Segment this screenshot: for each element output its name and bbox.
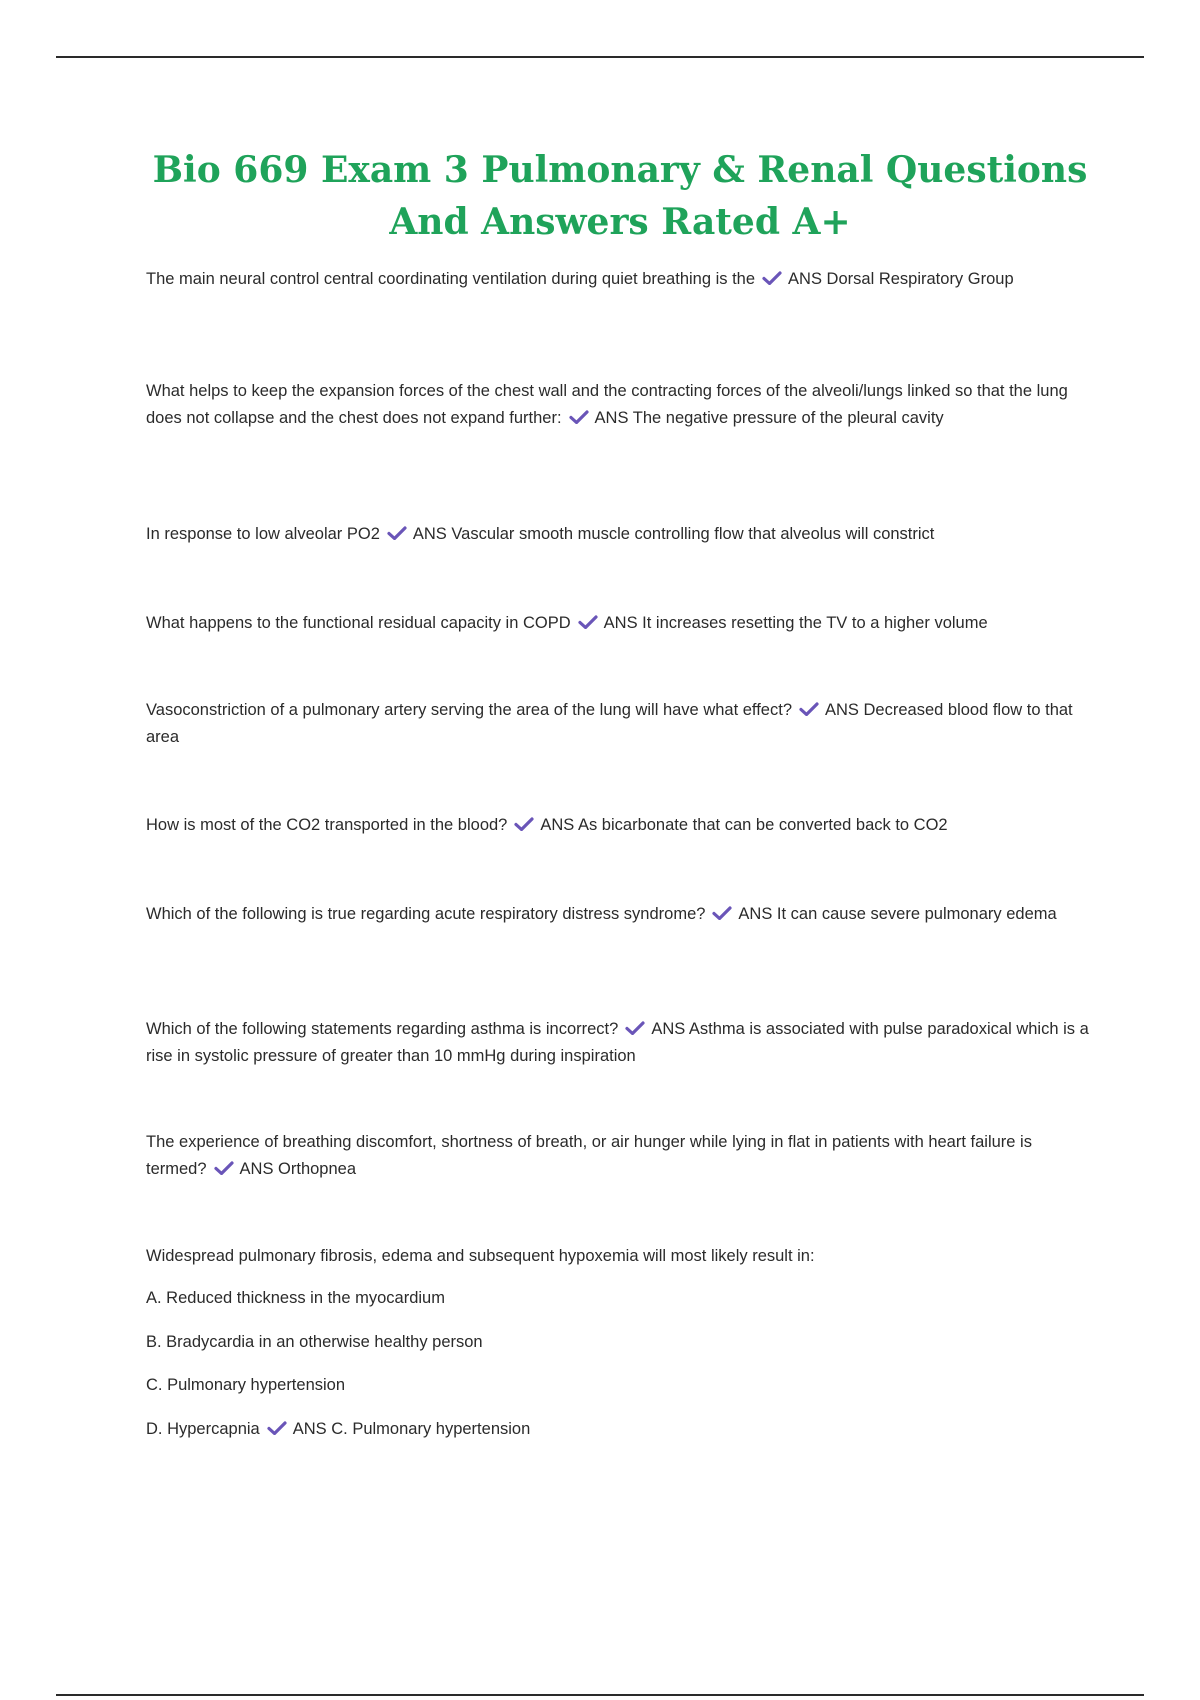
check-icon [267, 1421, 287, 1435]
check-icon [712, 906, 732, 920]
qa-item-4 [146, 610, 1092, 637]
mcq-option-b: B. Bradycardia in an otherwise healthy person [146, 1333, 483, 1351]
check-icon [569, 410, 589, 424]
option-text: D. Hypercapnia [146, 1420, 260, 1438]
document-title: Bio 669 Exam 3 Pulmonary & Renal Questions And Answers Rated A+ [152, 149, 1088, 243]
mcq-option-a: A. Reduced thickness in the myocardium [146, 1289, 445, 1307]
bottom-rule [56, 1694, 1144, 1696]
top-rule [56, 56, 1144, 58]
question-text: What helps to keep the expansion forces of the chest wall and the contracting forces of the alveoli/lungs linked so that the lung does not collapse and the chest does not expand further: [146, 382, 1068, 427]
answer-text: ANS Vascular smooth muscle controlling flow that alveolus will constrict [412, 525, 935, 543]
answer-text: ANS It can cause severe pulmonary edema [738, 905, 1057, 923]
qa-item-7 [146, 901, 1092, 928]
question-text: The main neural control central coordinating ventilation during quiet breathing is the [146, 270, 756, 288]
answer-text: ANS Decreased blood flow to that area [146, 701, 1073, 746]
qa-item-3 [146, 521, 1092, 548]
answer-text: ANS The negative pressure of the pleural cavity [594, 409, 944, 427]
qa-item-6 [146, 812, 1092, 839]
answer-text: ANS Asthma is associated with pulse paradoxical which is a rise in systolic pressure of greater than 10 mmHg during inspiration [146, 1020, 1089, 1065]
question-text: What happens to the functional residual capacity in COPD [146, 614, 571, 632]
qa-item-1 [146, 266, 1092, 293]
question-text: In response to low alveolar PO2 [146, 525, 380, 543]
question-text: Which of the following statements regarding asthma is incorrect? [146, 1020, 619, 1038]
answer-text: ANS Orthopnea [239, 1160, 357, 1178]
question-text: How is most of the CO2 transported in the blood? [146, 816, 508, 834]
check-icon [799, 702, 819, 716]
question-text: Vasoconstriction of a pulmonary artery serving the area of the lung will have what effect? [146, 701, 792, 719]
answer-text: ANS C. Pulmonary hypertension [292, 1420, 531, 1438]
check-icon [625, 1021, 645, 1035]
check-icon [387, 526, 407, 540]
answer-text: ANS As bicarbonate that can be converted back to CO2 [540, 816, 948, 834]
question-text: Which of the following is true regarding acute respiratory distress syndrome? [146, 905, 706, 923]
answer-text: ANS It increases resetting the TV to a higher volume [603, 614, 988, 632]
check-icon [214, 1161, 234, 1175]
qa-item-8 [146, 1016, 1092, 1070]
check-icon [578, 615, 598, 629]
mcq-question: Widespread pulmonary fibrosis, edema and subsequent hypoxemia will most likely result in: [146, 1247, 815, 1265]
question-text: The experience of breathing discomfort, shortness of breath, or air hunger while lying in flat in patients with heart failure is termed? [146, 1133, 1032, 1178]
qa-item-5 [146, 697, 1092, 751]
qa-item-9 [146, 1129, 1092, 1183]
qa-item-2 [146, 378, 1092, 432]
mcq-option-d [146, 1416, 1092, 1443]
check-icon [514, 817, 534, 831]
mcq-option-c: C. Pulmonary hypertension [146, 1376, 346, 1394]
answer-text: ANS Dorsal Respiratory Group [788, 270, 1014, 288]
check-icon [762, 271, 782, 285]
